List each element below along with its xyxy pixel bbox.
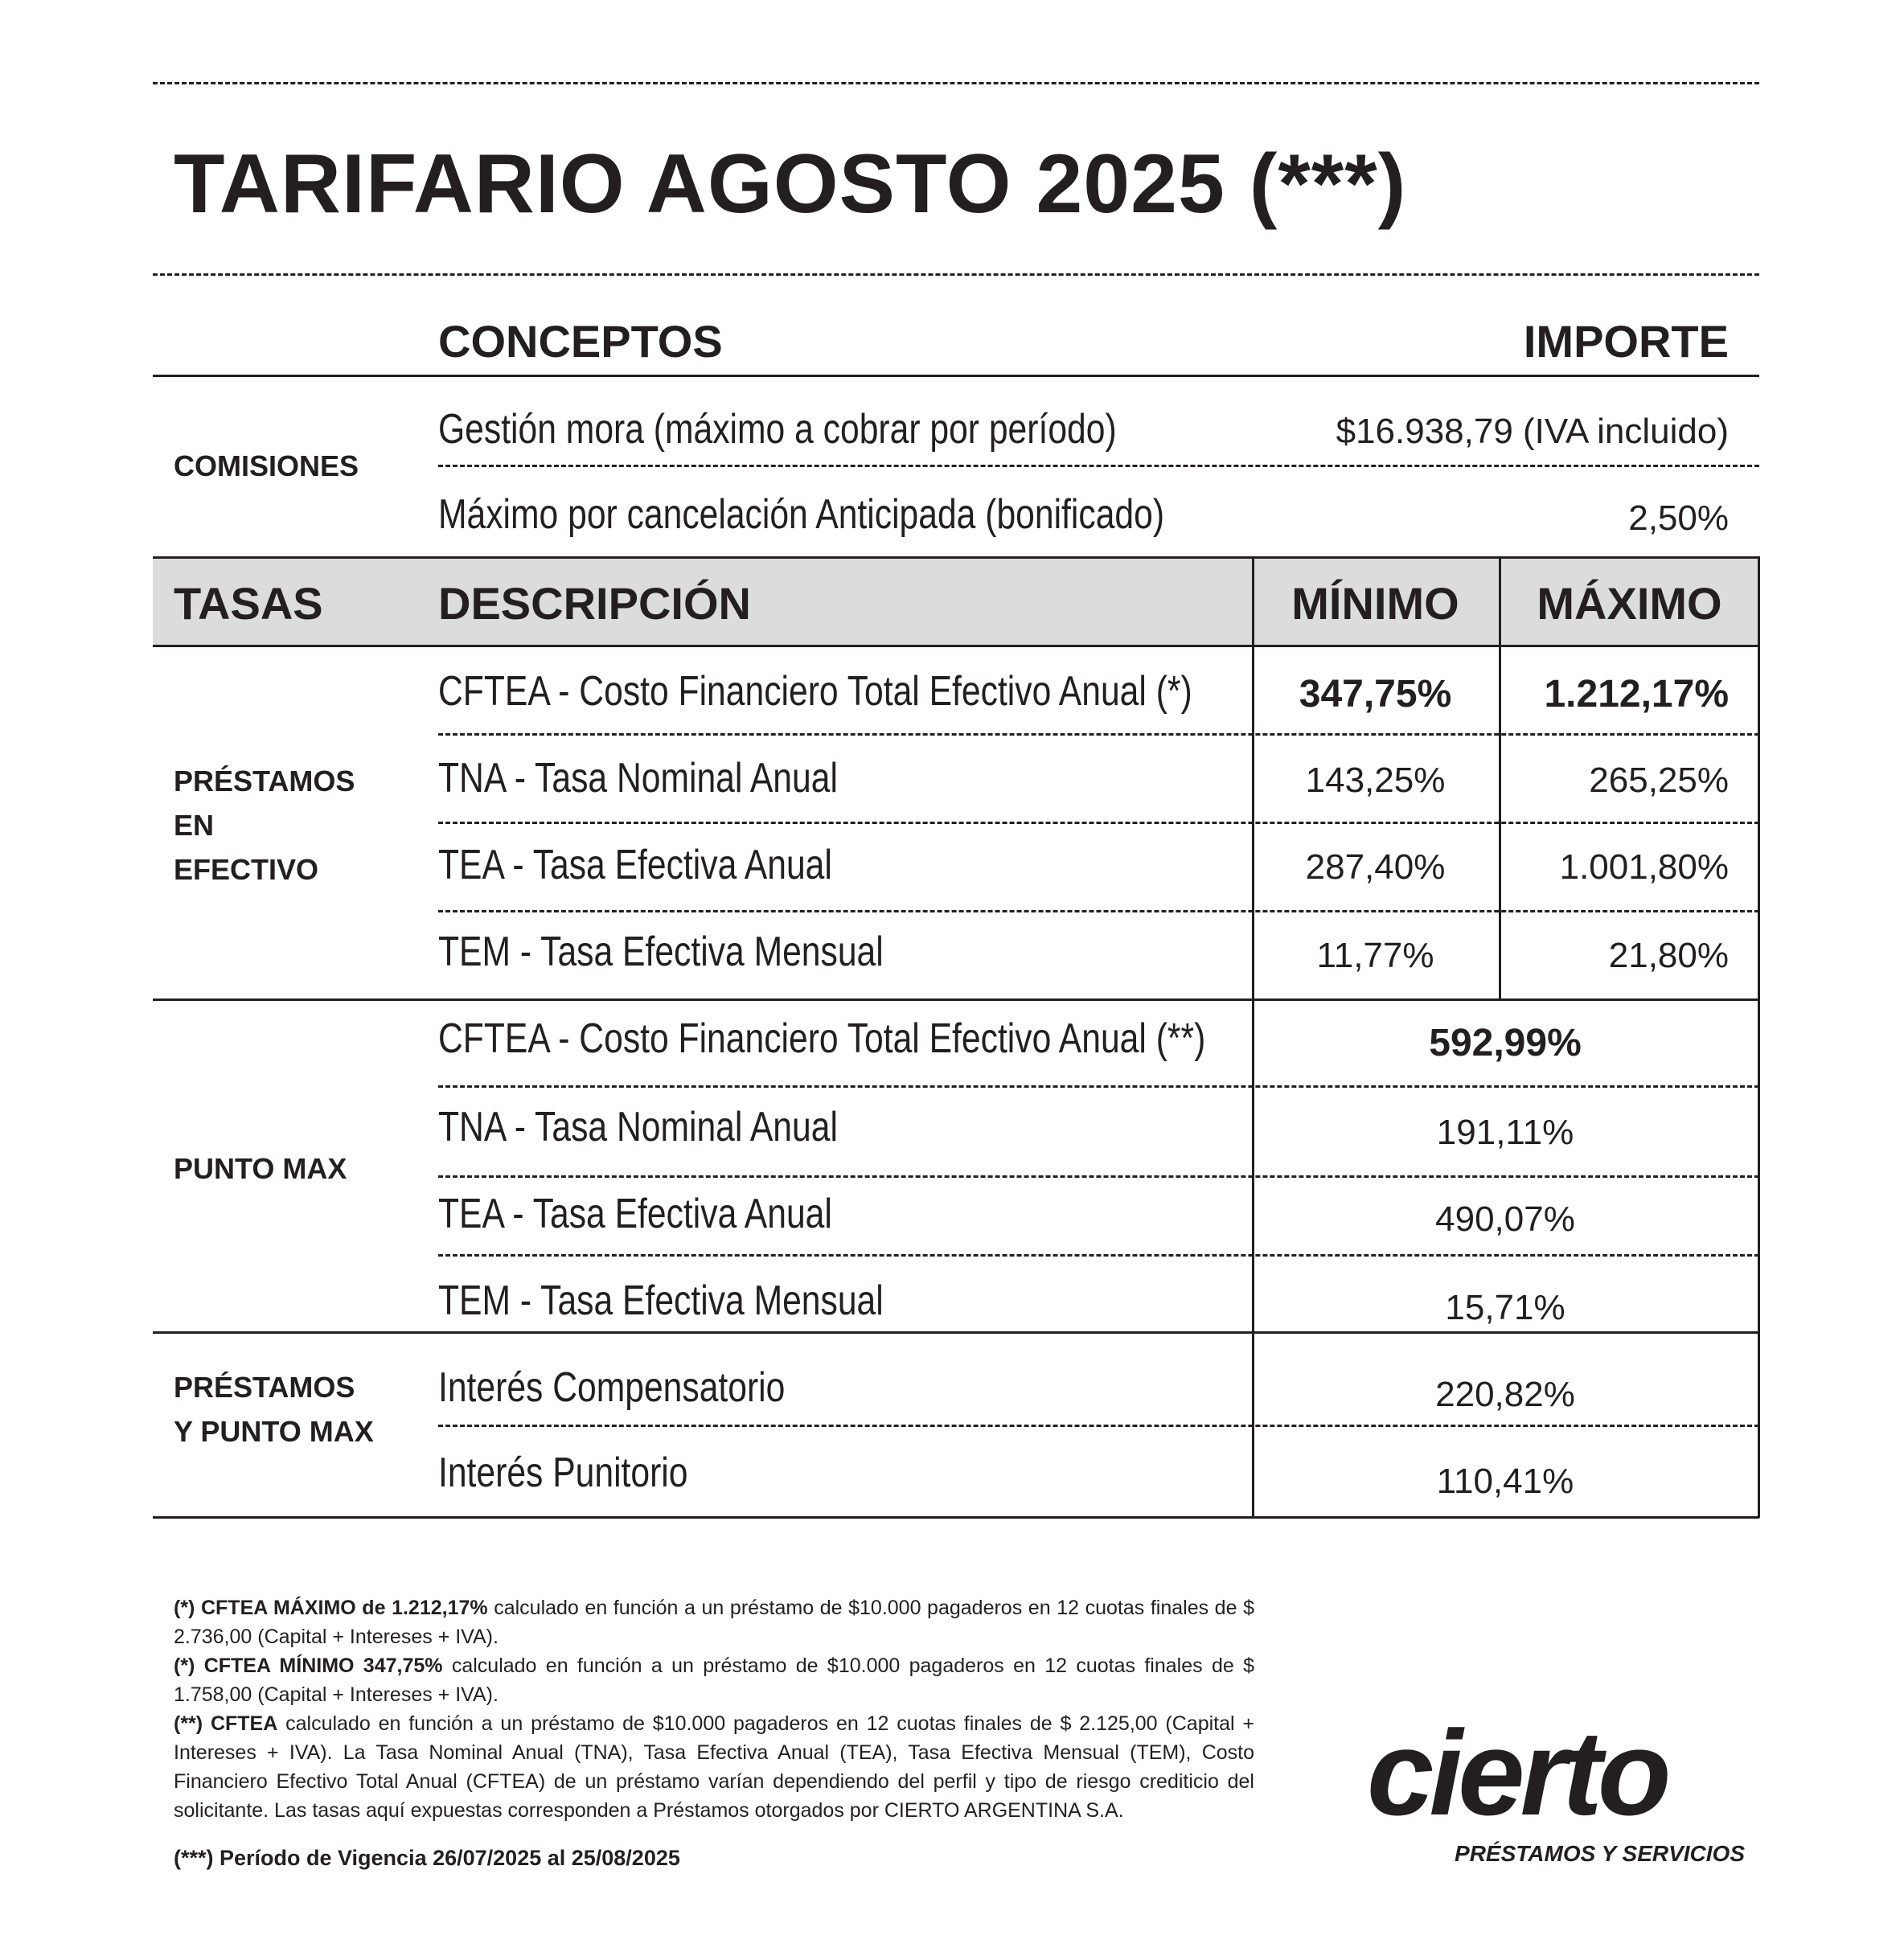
tasa-row-desc: TEM - Tasa Efectiva Mensual <box>438 929 884 975</box>
tasa-row-min: 347,75% <box>1299 673 1452 716</box>
tasa-row-max: 265,25% <box>1589 761 1729 800</box>
tasa-row-value: 15,71% <box>1445 1288 1565 1327</box>
tasa-row-value: 110,41% <box>1436 1462 1574 1501</box>
tasa-row-value: 490,07% <box>1435 1199 1575 1239</box>
conceptos-header: CONCEPTOS <box>438 316 723 367</box>
section-rule <box>153 1331 1759 1334</box>
row-divider <box>438 822 1759 824</box>
tasa-row-desc: CFTEA - Costo Financiero Total Efectivo Anual (*) <box>438 668 1192 715</box>
section-label-line: PRÉSTAMOS <box>174 1371 355 1404</box>
tasa-row-min: 287,40% <box>1305 847 1446 887</box>
section-rule <box>153 998 1759 1001</box>
footnote-3-bold: (**) CFTEA <box>174 1712 278 1735</box>
conceptos-header-rule <box>153 375 1759 377</box>
table-bottom-rule <box>153 1516 1759 1519</box>
importe-header: IMPORTE <box>1523 316 1729 367</box>
footnote-2-bold: (*) CFTEA MÍNIMO 347,75% <box>174 1655 443 1677</box>
footnote-1-bold: (*) CFTEA MÁXIMO de 1.212,17% <box>174 1597 488 1619</box>
descripcion-header: DESCRIPCIÓN <box>438 578 751 629</box>
cierto-logo <box>1367 1705 1777 1867</box>
row-divider <box>438 1254 1759 1257</box>
footnotes <box>174 1593 1254 1825</box>
footnote-2 <box>174 1651 1254 1709</box>
tasa-row-min: 143,25% <box>1305 761 1446 800</box>
tasa-row-desc: TNA - Tasa Nominal Anual <box>438 1104 838 1150</box>
tasa-row-desc: TEM - Tasa Efectiva Mensual <box>438 1277 884 1324</box>
tasa-row-value: 592,99% <box>1429 1022 1582 1064</box>
comision-row-importe: $16.938,79 (IVA incluido) <box>1336 412 1729 451</box>
punto-max-label: PUNTO MAX <box>174 1152 347 1185</box>
footnote-2-text: calculado en función a un préstamo de $10.000 pagaderos en 12 cuotas finales de $ 1.758,00 (Capital + Intereses + IVA). <box>174 1655 1254 1706</box>
footnote-1 <box>174 1593 1254 1651</box>
comision-row-concepto: Gestión mora (máximo a cobrar por período) <box>438 406 1117 453</box>
tasa-row-max: 21,80% <box>1608 936 1729 975</box>
footnote-3 <box>174 1709 1254 1825</box>
minimo-header: MÍNIMO <box>1291 578 1459 629</box>
vigencia-note: (***) Período de Vigencia 26/07/2025 al 25/08/2025 <box>174 1846 680 1870</box>
comisiones-divider <box>438 465 1759 467</box>
tasa-row-min: 11,77% <box>1316 936 1434 975</box>
section-label-line: PRÉSTAMOS <box>174 765 355 798</box>
title-dashed-rule <box>153 273 1759 276</box>
footnote-3-text: calculado en función a un préstamo de $10.000 pagaderos en 12 cuotas finales de $ 2.125,00 (Capital + Intereses + IVA). La Tasa Nominal Anual (TNA), Tasa Efectiva Anual (TEA), Tasa Efectiva Mensual (TEM), Costo Financiero Efectivo Total Anual (CFTEA) de un préstamo varían dependiendo del perfil y tipo de riesgo crediticio del solicitante. Las tasas aquí expuestas corresponden a Préstamos otorgados por CIERTO ARGENTINA S.A. <box>174 1712 1254 1822</box>
section-label-line: EFECTIVO <box>174 853 319 886</box>
comision-row-concepto: Máximo por cancelación Anticipada (bonificado) <box>438 491 1165 538</box>
logo-wordmark: cierto <box>1367 1705 1667 1840</box>
maximo-header: MÁXIMO <box>1537 578 1722 629</box>
tasas-header: TASAS <box>174 578 323 629</box>
tasa-row-desc: Interés Compensatorio <box>438 1364 786 1411</box>
tasa-row-desc: TEA - Tasa Efectiva Anual <box>438 1191 832 1237</box>
tasas-band-top-rule <box>153 556 1759 559</box>
section-label-line: EN <box>174 809 215 842</box>
table-right-rule <box>1758 556 1760 1518</box>
comisiones-label: COMISIONES <box>174 449 359 482</box>
logo-subtitle: PRÉSTAMOS Y SERVICIOS <box>1455 1841 1745 1866</box>
row-divider <box>438 910 1759 912</box>
tasa-row-value: 191,11% <box>1436 1113 1574 1152</box>
section-label-line: Y PUNTO MAX <box>174 1415 374 1448</box>
tasa-row-desc: Interés Punitorio <box>438 1449 688 1496</box>
prestamos-efectivo-label <box>174 759 355 892</box>
row-divider <box>438 1175 1759 1178</box>
row-divider <box>438 1085 1759 1088</box>
tasas-band-bottom-rule <box>153 645 1759 647</box>
prestamos-punto-max-label <box>174 1365 374 1454</box>
tasa-row-desc: TEA - Tasa Efectiva Anual <box>438 842 832 888</box>
tasa-row-max: 1.212,17% <box>1544 673 1729 716</box>
row-divider <box>438 1425 1759 1427</box>
tasa-row-desc: CFTEA - Costo Financiero Total Efectivo Anual (**) <box>438 1015 1206 1062</box>
comision-row-importe: 2,50% <box>1628 498 1729 538</box>
footnote-1-text: calculado en función a un préstamo de $10.000 pagaderos en 12 cuotas finales de $ 2.736,00 (Capital + Intereses + IVA). <box>174 1597 1254 1648</box>
tasa-row-desc: TNA - Tasa Nominal Anual <box>438 755 838 802</box>
page-title: TARIFARIO AGOSTO 2025 (***) <box>174 137 1407 231</box>
tasa-row-max: 1.001,80% <box>1559 847 1729 887</box>
row-divider <box>438 733 1759 736</box>
tasa-row-value: 220,82% <box>1435 1375 1575 1414</box>
top-dashed-rule <box>153 82 1759 84</box>
